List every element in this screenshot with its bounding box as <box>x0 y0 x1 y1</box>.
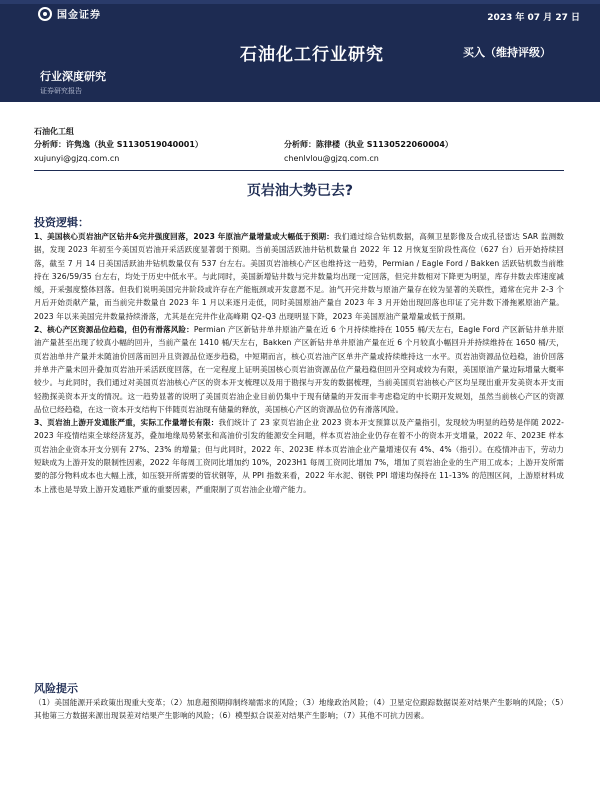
paragraph-2-heading: 2、核心产区资源品位趋稳，但仍有滑落风险： <box>34 325 194 335</box>
analyst-2-line: 分析师：陈律楼（执业 S1130522060004） <box>284 140 453 149</box>
analyst-2 <box>284 138 453 166</box>
analyst-1 <box>34 138 203 166</box>
paragraph-3-text: 我们统计了 23 家页岩油企业 2023 资本开支预算以及产量指引，发现较为明显的趋势是伴随 2022-2023 年疫情结束全球经济复苏，叠加地缘局势紧张和高油价引发的能源安全问题，样本页岩油企业仍存在着不小的资本开支增量，2022 年、2023E 样本页岩油企业资本开支分别有 27%、23% 的增量；但与此同时，2022 年、2023E 样本页岩油企业产量增速仅有 4%、4%（指引）。在疫情冲击下，劳动力短缺成为上游开发的限制性因素，2022 年每周工资同比增加约 10%，2023H1 每周工资同比增加 7%，增加了页岩油企业的生产用工成本；上游开发所需要的部分物料成本也大幅上涨，如压裂开所需要的管状钢等，从 PPI 指数来看，2022 年水泥、钢铁 PPI 增速均保持在 11-13% 的范围区间，上游原材料成本上涨也是导致上游开发通胀严重的重要因素，严重限制了页岩油企业增产能力。 <box>34 418 564 494</box>
divider-top <box>34 170 564 171</box>
analyst-2-email: chenlvlou@gjzq.com.cn <box>284 154 379 163</box>
logo-mark-icon <box>38 7 52 21</box>
analyst-1-email: xujunyi@gjzq.com.cn <box>34 154 120 163</box>
paragraph-1-text: 我们通过综合钻机数据，高频卫星影像及合成孔径雷达 SAR 监测数据，发现 2023 年初至今美国页岩油开采活跃度显著弱于预期。当前美国活跃油井钻机数量自 2022 年 12 月恢复至阶段性高位（627 台）后开始持续回落，截至 7 月 14 日美国活跃油井钻机数量仅有 537 台左右。美国页岩油核心产区也维持这一趋势，Permian / Eagle Ford / Bakken 活跃钻机数当前维持在 326/59/35 台左右，均处于历史中低水平。与此同时，美国新增钻井数与完井数量均出现一定回落，但完井数相对下降更为明显，库存井数去库速度减缓，开采强度整体回落。但我们说明美国完井阶段或许存在产能瓶颈或开发意愿不足。油气开完井数与原油产量存在较为显著的关联性，通常在完井 2-3 个月后开始贡献产量，而当前完井数量自 2023 年 1 月以来逐月走低，同时美国原油产量自 2023 年 3 月开始出现回落也印证了完井数下滑拖累原油产量。2023 年以来美国完井数量持续滑落，尤其是在完井作业高峰期 Q2-Q3 出现明显下降，2023 年美国原油产量增量或低于预期。 <box>34 232 564 321</box>
report-type: 行业深度研究 <box>40 70 106 83</box>
report-date: 2023 年 07 月 27 日 <box>487 13 580 23</box>
logo-text: 国金证券 <box>57 10 101 21</box>
paragraph-2-text: Permian 产区新钻井单井原油产量在近 6 个月持续维持在 1055 桶/天左右，Eagle Ford 产区新钻井单井原油产量甚至出现了较真小幅的回升，当前产量在 1410 桶/天左右，Bakken 产区新钻井单井原油产量在近 6 个月较真小幅回升并持续维持在 1650 桶/天，页岩油单井产量并未随油价回落而回升且资源品位逐步趋稳，中短期而言，核心页岩油产区单井产量或持续维持这一水平。页岩油资源品位趋稳，油价回落并单井产量未回升叠加页岩油开采活跃度回落，在一定程度上证明美国核心页岩油资源品位产量趋稳但回升空间或较为有限，美国原油产量边际增量大概率较少。与此同时，我们通过对美国页岩油核心产区的资本开支梳理以及用于勘探与开发的数据梳理，当前美国页岩油核心产区均呈现出重开发美资本开支而轻勘探美资本开支的情况。这一趋势显著的说明了美国页岩油企业目前仍集中于现有储量的开发而非考虑稳定的中长期开发规划，虽然当前核心产区的资源品位已经趋稳，在这一资本开支结构下伴随页岩油现有储量的释放，美国核心产区的资源品位仍有滑落风险。 <box>34 325 564 414</box>
paragraph-3-heading: 3、页岩油上游开发通胀严重，实际工作量增长有限： <box>34 418 219 428</box>
risk-text: （1）美国能源开采政策出现重大变革；（2）加息超预期抑制终端需求的风险；（3）地缘政治风险；（4）卫星定位跟踪数据误差对结果产生影响的风险；（5）其他第三方数据来源出现误差对结果产生影响的风险；（6）模型拟合误差对结果产生影响；（7）其他不可抗力因素。 <box>34 698 564 721</box>
document-title: 页岩油大势已去? <box>246 183 354 199</box>
company-logo <box>38 6 101 21</box>
logic-paragraph-2 <box>34 323 564 416</box>
report-title: 石油化工行业研究 <box>240 45 384 65</box>
logic-paragraph-3 <box>34 416 564 496</box>
logic-paragraph-1 <box>34 230 564 323</box>
section-heading-logic: 投资逻辑： <box>34 216 89 229</box>
report-header-banner <box>0 0 600 102</box>
risk-body <box>34 696 564 723</box>
rating-label: 买入（维持评级） <box>463 46 551 59</box>
section-heading-risk: 风险提示 <box>34 682 78 695</box>
analyst-1-line: 分析师：许隽逸（执业 S1130519040001） <box>34 140 203 149</box>
logic-body <box>34 230 564 496</box>
report-subtitle: 证券研究报告 <box>40 87 82 95</box>
header-top-rule <box>0 0 600 4</box>
sector-group: 石油化工组 <box>34 127 74 136</box>
paragraph-1-heading: 1、美国核心页岩油产区钻井&完井强度回落，2023 年原油产量增量或大幅低于预期： <box>34 232 334 241</box>
